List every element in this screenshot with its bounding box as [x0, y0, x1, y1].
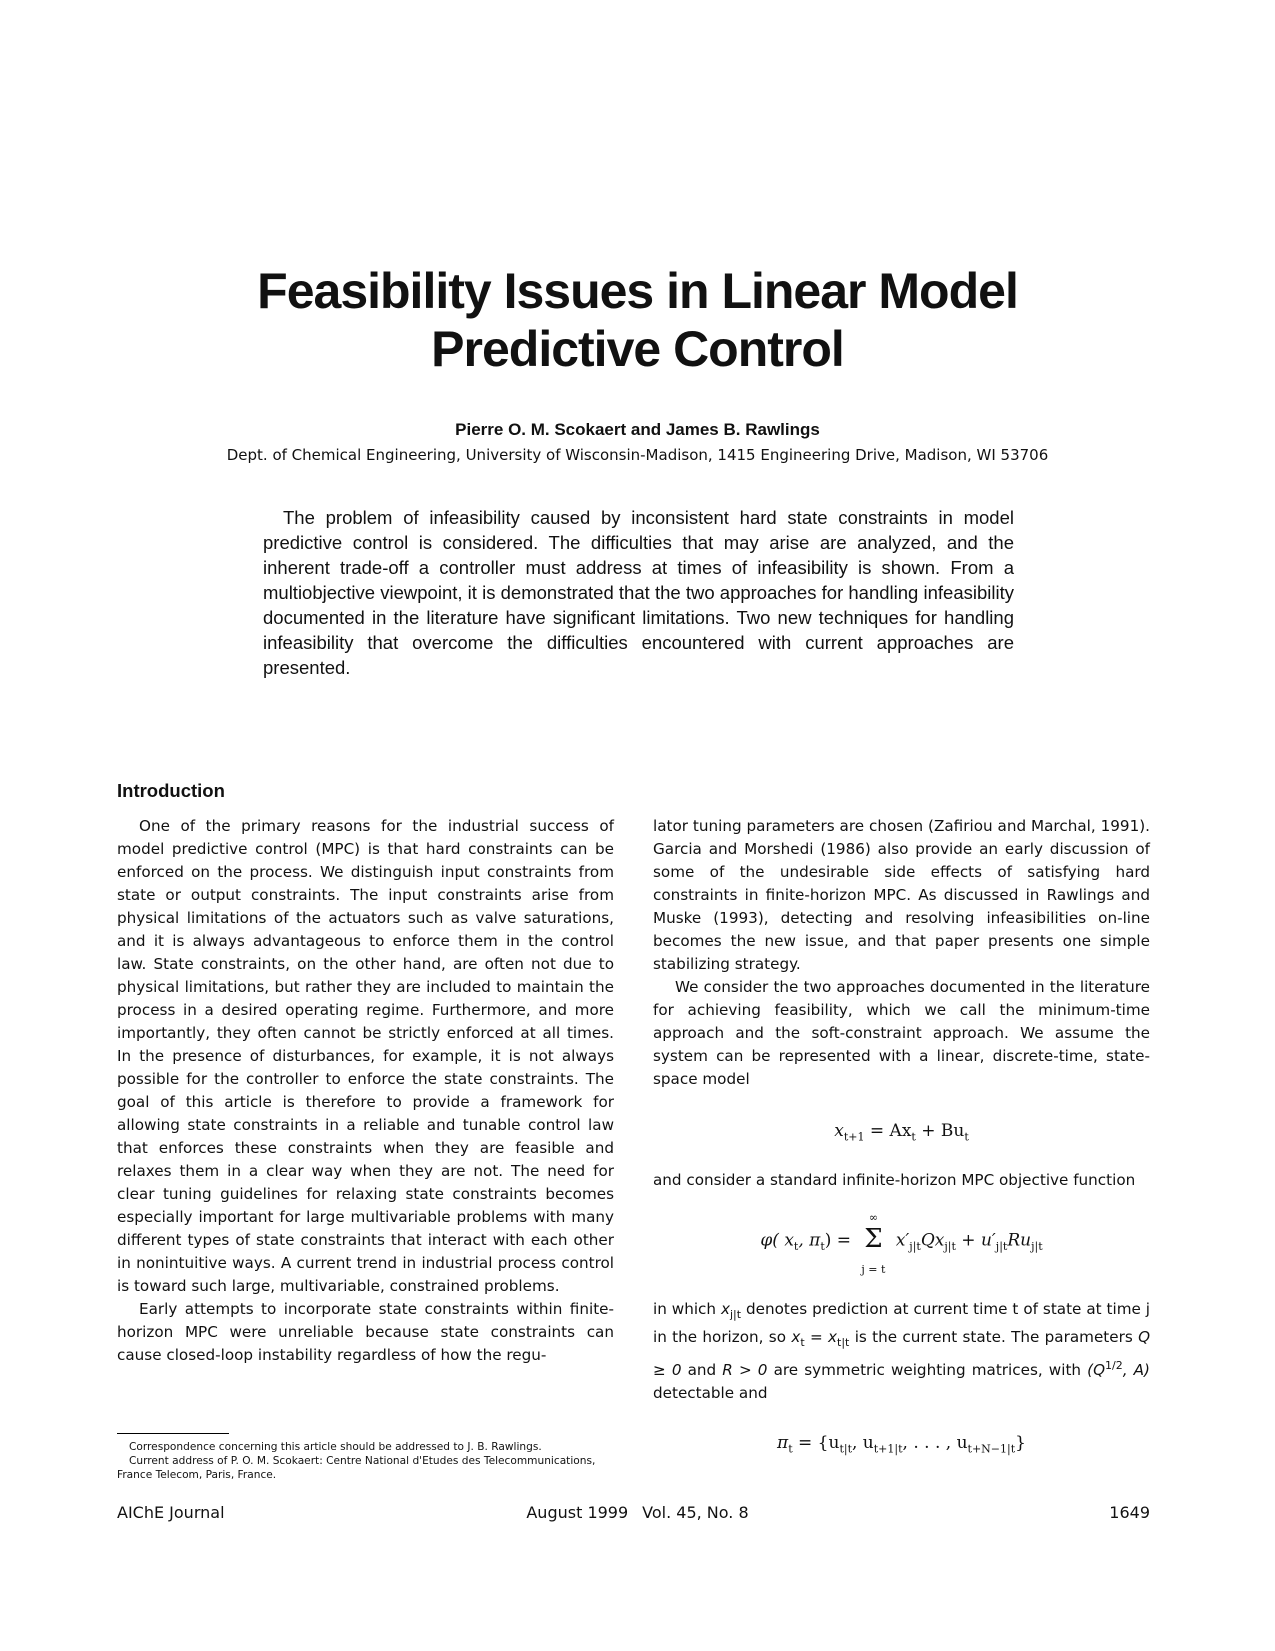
eq-symbol: = Ax — [869, 1121, 912, 1141]
section-heading: Introduction — [117, 780, 225, 801]
eq-symbol: Qx — [920, 1230, 945, 1251]
eq-subscript: t — [820, 1239, 825, 1253]
affiliation: Dept. of Chemical Engineering, University of Wisconsin-Madison, 1415 Engineering Drive, Madison, WI 53706 — [226, 446, 1049, 464]
eq-subscript: j|t — [909, 1239, 921, 1253]
footer-issue — [0, 1503, 1275, 1522]
paragraph: Early attempts to incorporate state constraints within finite-horizon MPC were unreliable because state constraints can cause closed-loop instability regardless of how the regu- — [117, 1300, 614, 1364]
left-column — [117, 815, 614, 1367]
eq-subscript: j|t — [944, 1239, 956, 1253]
eq-symbol: = {u — [798, 1433, 840, 1454]
text-span: detectable and — [653, 1384, 768, 1403]
eq-subscript: t — [793, 1239, 799, 1253]
text-span: are symmetric weighting matrices, with — [773, 1361, 1082, 1380]
eq-subscript: j|t — [730, 1308, 742, 1322]
eq-symbol: } — [1015, 1433, 1026, 1454]
eq-subscript: t+1 — [843, 1130, 865, 1144]
eq-subscript: t — [800, 1336, 805, 1350]
text-span: is the current state. The parameters — [854, 1328, 1133, 1347]
title-line-2: Predictive Control — [431, 321, 844, 377]
footnote: Correspondence concerning this article should be addressed to J. B. Rawlings. — [129, 1441, 542, 1453]
eq-subscript: t|t — [839, 1442, 852, 1456]
eq-subscript: j|t — [995, 1239, 1008, 1253]
sum-symbol: Σ — [864, 1224, 883, 1254]
eq-symbol: + Bu — [915, 1121, 965, 1141]
eq-symbol: x — [791, 1328, 801, 1347]
eq-symbol: Ru — [1007, 1230, 1032, 1251]
eq-symbol: Q ≥ 0 — [653, 1328, 1151, 1380]
eq-subscript: t+1|t — [873, 1442, 903, 1456]
title-line-1: Feasibility Issues in Linear Model — [257, 263, 1018, 319]
eq-symbol: , A) — [1122, 1361, 1150, 1380]
paragraph: We consider the two approaches documented in the literature for achieving feasibility, which we call the minimum-time approach and the soft-constraint approach. We assume the system can be represented with a linear, discrete-time, state-space model — [653, 978, 1150, 1088]
eq-symbol: , π — [798, 1230, 821, 1251]
summation — [856, 1211, 890, 1276]
eq-subscript: t+N−1|t — [967, 1442, 1016, 1456]
footnote-rule — [117, 1433, 229, 1434]
eq-symbol: ) = — [824, 1230, 852, 1251]
right-column — [653, 815, 1150, 1461]
eq-subscript: t|t — [837, 1336, 850, 1350]
eq-symbol: (Q — [1087, 1361, 1106, 1380]
objective-function-equation — [653, 1206, 1150, 1282]
sum-upper-limit: ∞ — [868, 1211, 878, 1224]
eq-symbol: , . . . , u — [902, 1433, 968, 1454]
footnotes — [117, 1440, 614, 1482]
footer-journal: AIChE Journal — [117, 1503, 225, 1522]
eq-subscript: t — [911, 1130, 916, 1144]
text-span: in which — [653, 1300, 717, 1318]
eq-symbol: x — [721, 1300, 730, 1318]
eq-symbol: x — [834, 1121, 844, 1141]
eq-symbol: = x — [804, 1328, 838, 1347]
paragraph: One of the primary reasons for the industrial success of model predictive control (MPC) is that hard constraints can be enforced on the process. We distinguish input constraints from state or output constraints. The input constraints arise from physical limitations of the actuators such as valve saturations, and it is always advantageous to enforce them in the control law. State constraints, on the other hand, are often not due to physical limitations, but rather they are included to maintain the process in a desired operating regime. Furthermore, and more importantly, they often cannot be strictly enforced at all times. In the presence of disturbances, for example, it is not always possible for the controller to enforce the state constraints. The goal of this article is therefore to provide a framework for allowing state constraints in a reliable and tunable control law that enforces these constraints when they are feasible and relaxes them in a clear way when they are not. The need for clear tuning guidelines for relaxing state constraints becomes especially important for large multivariable problems with many different types of state constraints that interact with each other in nonintuitive ways. A current trend in industrial process control is toward such large, multivariable, constrained problems. — [117, 817, 614, 1295]
eq-symbol: x′ — [895, 1230, 910, 1251]
eq-symbol: , u — [852, 1433, 874, 1454]
footnote: Current address of P. O. M. Scokaert: Centre National d'Etudes des Telecommunications, France Telecom, Paris, France. — [117, 1455, 596, 1481]
authors: Pierre O. M. Scokaert and James B. Rawlings — [455, 420, 820, 439]
eq-symbol: + u′ — [955, 1230, 996, 1251]
state-space-equation — [653, 1113, 1150, 1149]
article-title — [150, 262, 1125, 378]
text-span: and — [687, 1361, 717, 1380]
eq-symbol: R > 0 — [722, 1361, 768, 1380]
footer-date: August 1999 — [526, 1503, 629, 1522]
paragraph: lator tuning parameters are chosen (Zafiriou and Marchal, 1991). Garcia and Morshedi (1986) also provide an early discussion of some of the undesirable side effects of satisfying hard constraints in finite-horizon MPC. As discussed in Rawlings and Muske (1993), detecting and resolving infeasibilities on-line becomes the new issue, and that paper presents one simple stabilizing strategy. — [653, 817, 1150, 973]
abstract: The problem of infeasibility caused by inconsistent hard state constraints in model predictive control is considered. The difficulties that may arise are analyzed, and the inherent trade-off a controller must address at times of infeasibility is shown. From a multiobjective viewpoint, it is demonstrated that the two approaches for handling infeasibility documented in the literature have significant limitations. Two new techniques for handling infeasibility that overcome the difficulties encountered with current approaches are presented. — [263, 507, 1014, 678]
eq-superscript: 1/2 — [1105, 1359, 1123, 1373]
sum-lower-limit: j = t — [861, 1263, 886, 1276]
paragraph: and consider a standard infinite-horizon MPC objective function — [653, 1171, 1136, 1189]
footer-volume: Vol. 45, No. 8 — [642, 1503, 749, 1522]
eq-subscript: t — [788, 1442, 793, 1456]
eq-symbol: φ( x — [760, 1230, 794, 1251]
eq-symbol: π — [777, 1433, 789, 1454]
paragraph — [653, 1298, 1150, 1405]
footer-page-number: 1649 — [1109, 1503, 1150, 1522]
eq-subscript: j|t — [1031, 1239, 1043, 1253]
eq-subscript: t — [964, 1130, 969, 1144]
text-span: denotes prediction at current time t of state at time j in the horizon, so — [653, 1300, 1151, 1347]
control-sequence-equation — [653, 1425, 1150, 1461]
